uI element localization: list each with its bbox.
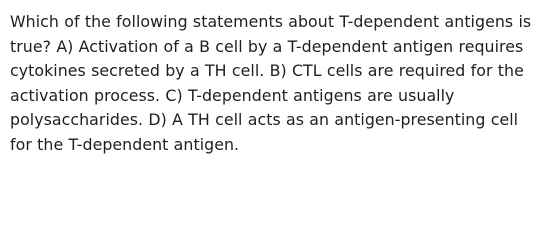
question-text (10, 10, 548, 158)
question-line: Which of the following statements about T-dependent antigens is (10, 12, 532, 31)
question-line: activation process. C) T-dependent antigens are usually (10, 85, 455, 105)
question-line: for the T-dependent antigen. (10, 134, 240, 154)
question-line: polysaccharides. D) A TH cell acts as an antigen-presenting cell (10, 110, 519, 130)
question-line: cytokines secreted by a TH cell. B) CTL cells are required for the (10, 61, 524, 81)
question-line: true? A) Activation of a B cell by a T-dependent antigen requires (10, 36, 524, 56)
